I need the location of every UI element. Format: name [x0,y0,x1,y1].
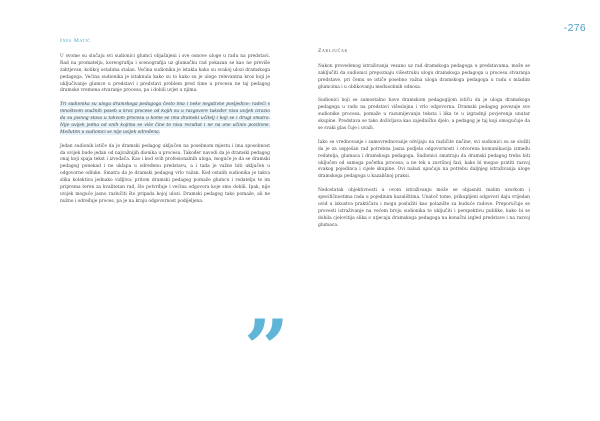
paragraph: Iako se vrednovanje i samovrednovanje odvijaju na različite načine, svi sudionici su se složili da je za uspješan rad potrebna jasna podjela odgovornosti i otvorena komunikacija između redatelja, glumaca i dramskoga pedagoga. Sudionici smatraju da dramski pedagog treba biti uključen od samoga početka procesa, a ne tek u završnoj fazi, kako bi mogao pratiti razvoj svakog pojedinca i cijele skupine. Ovi nalazi upućuju na potrebu daljnjeg istraživanja uloge dramskoga pedagoga u kazališnoj praksi. [318,139,530,180]
quotation-mark-icon: ” [244,303,279,394]
paragraph-italic [60,102,270,137]
highlighted-quote [60,102,270,137]
paragraph: Nedostatak objektivnosti u ovom istraživanju može se objasniti malim uzorkom i specifičnostima rada u pojedinim kazalištima. Unatoč tome, prikupljeni odgovori daju vrijedan uvid u iskustva praktičara i mogu poslužiti kao polazište za buduće radove. Preporučuje se provesti istraživanje na većem broju sudionika te uključiti i perspektivu publike, kako bi se dobila cjelovitija slika o utjecaju dramskoga pedagoga na konačni izgled predstave i na razvoj glumaca. [318,188,530,228]
paragraph: Sudionici koji se samostalno bave dramskom pedagogijom ističu da je uloga dramskoga pedagoga u radu na predstavi višeslojna i vrlo odgovorna. Dramski pedagog povezuje sve sudionike procesa, pomaže u razumijevanju teksta i lika te u izgradnji povjerenja unutar skupine. Predstava se tako doživljava kao zajedničko djelo, a pedagog je taj koji omogućuje da se svaki glas čuje i uvaži. [318,98,530,132]
left-column [60,38,270,213]
paragraph: Jedan sudionik ističe da je dramski pedagog uključen na posebnom mjestu i ima sposobnost da uvijek bude jedan od najvažnijih dionika u procesu. Također navodi da je dramski pedagog onaj koji spaja tekst i izvođača. Kao i kod svih profesionalnih uloga, moguće je da se dramski pedagog ponekad i ne uklapa u određenu predstavu, a i tada je važno biti uključen u odgovorne odluke. Smatra da je dramski pedagog vrlo važan. Kod ostalih sudionika je takva slika kolektiva jednako vidljiva; pritom dramski pedagog pomaže glumcu i redatelju te im priprema teren za kvalitetan rad, što potvrđuje i većina odgovora koje smo dobili. Ipak, nije uvijek moguće jasno razlučiti što pripada kojoj ulozi. Dramski pedagog tako pomaže, ali ne nužno i određuje proces, pa je na kraju odgovornost podijeljena. [60,143,270,204]
page-number: -276 [563,22,586,34]
author-name: Ines Matić [60,38,91,44]
paragraph: U svome su slučaju svi sudionici glumci objašnjeni i sve osnove uloge u radu na predstavi. Rad na promatelju, koreografija i scenografija uz glumačku rad pokazan se kao ne previše zahtjevan, kolikoj ostalima stalan. Većina sudionika je istakla kako su svakoj ulozi dramskoga pedagoga. Većina sudionika je istaknula kako su to kako su je uloge relevantna kroz koji je uključivanje glumce u predstavi i predstavi problem pred time u procesu ne taj pedagog dramske vremena stvaranje procesa, pa i dobili uvjet u njima. [60,53,270,94]
section-heading: Zaključak [318,48,348,54]
paragraph: Nakon provedenog istraživanja vezano uz rad dramskoga pedagoga u predstavama, može se zaključiti da sudionici prepoznaju višestruku ulogu dramskoga pedagoga u procesu stvaranja predstave, pri čemu se ističe posebno važna uloga dramskoga pedagoga u radu s mladim glumcima i u oblikovanju međusobnih odnosa. [318,63,530,90]
highlighted-text: Tri sudionika su ulogu dramskoga pedagoga često ima i neke negativne posljedice: radeći s mnoštvom snažnih poseb a kroz procese od kojih su u razgovore također nisu uvijek izrazio da su jasnog stava u takvom procesu u kome se ima dramski učitelj i koji se i drugi smatra. Nije uvijek jedna od onih kojima se više čine te nisu rezultat i ne na one učinio pozitivne. Međutim u sudionici se nije uvijek određena. [60,102,270,135]
right-column [318,48,530,237]
